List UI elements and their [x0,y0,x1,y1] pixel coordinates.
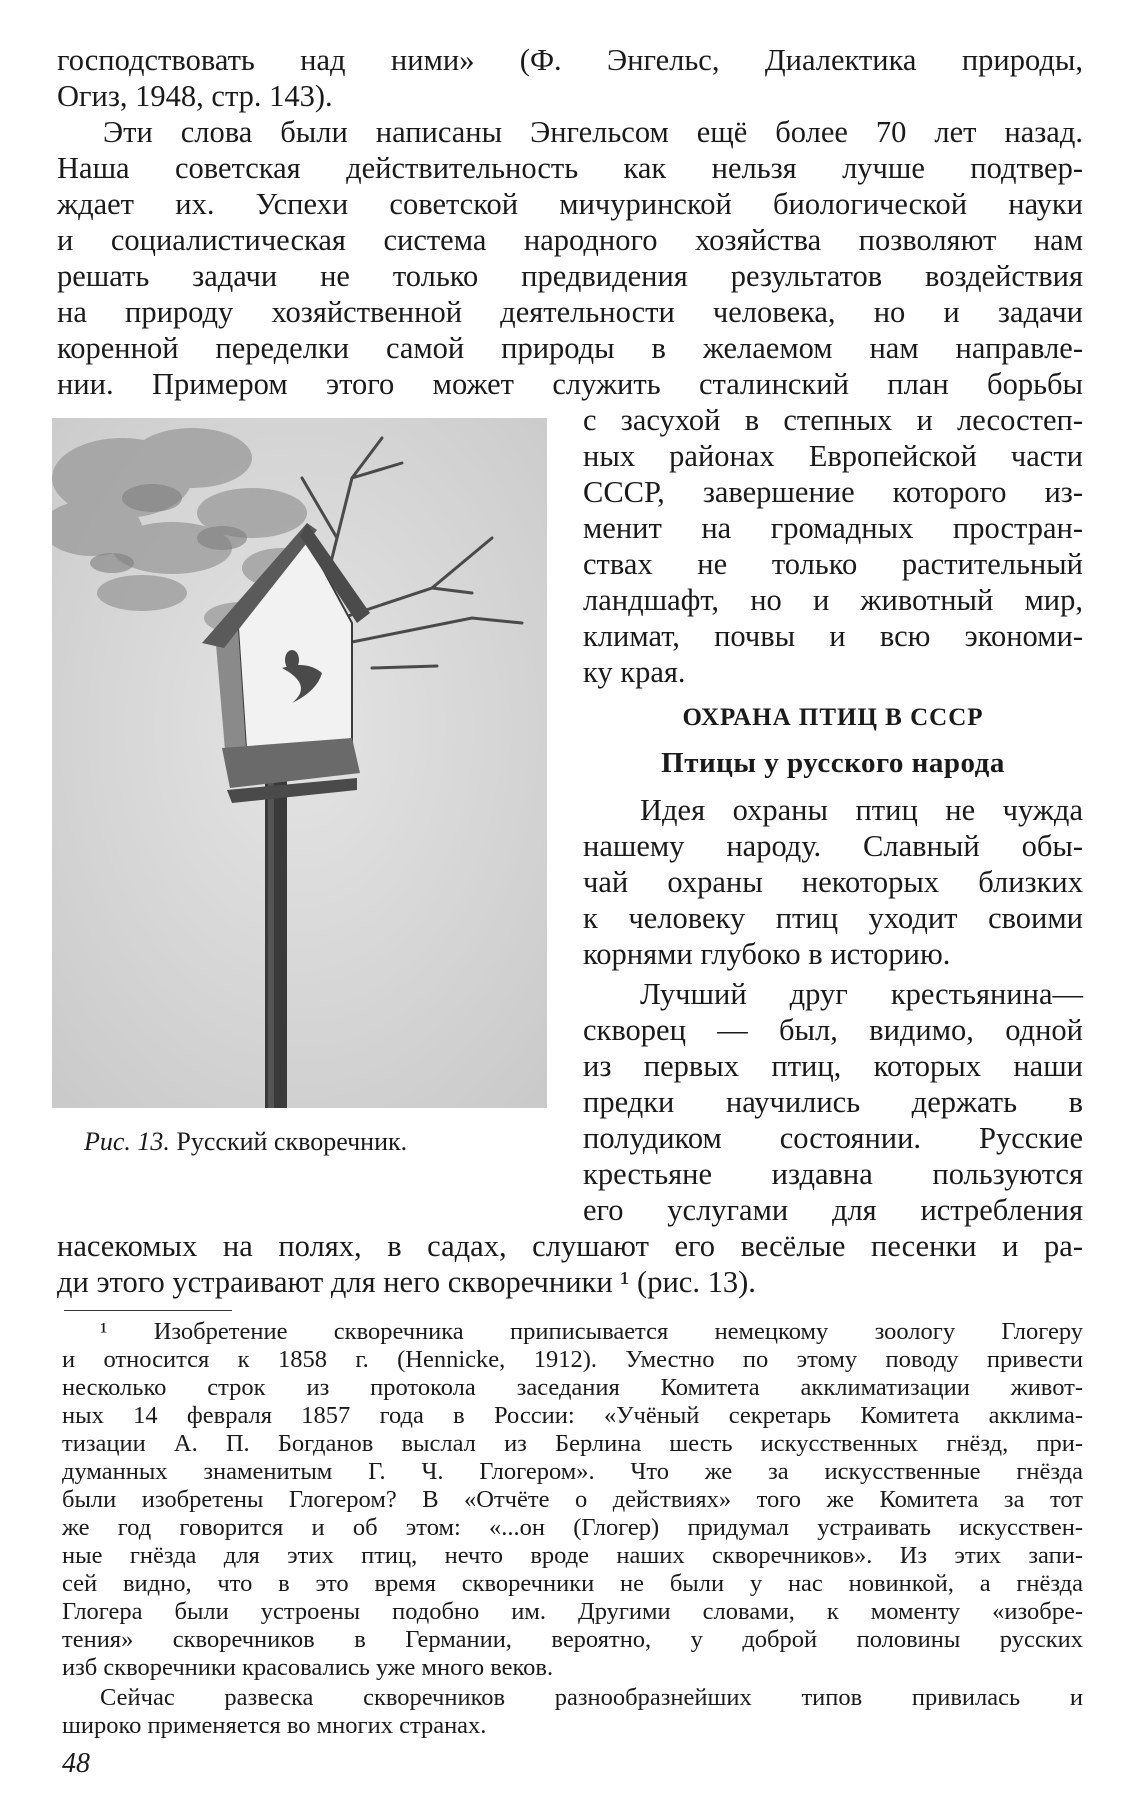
footnote-line: Глогера были устроены подобно им. Другими словами, к моменту «изобре- [62,1598,1083,1625]
page-number: 48 [62,1748,90,1779]
body-line: ди этого устраивают для него скворечники ¹ (рис. 13). [57,1265,756,1299]
body-line: его услугами для истребления [583,1193,1083,1227]
body-line: ку края. [583,655,686,689]
body-line: скворец — был, видимо, одной [583,1013,1083,1047]
footnote-line: были изобретены Глогером? В «Отчёте о действиях» того же Комитета за тот [62,1486,1083,1513]
body-line: климат, почвы и всю экономи- [583,619,1083,653]
footnote-line: широко применяется во многих странах. [62,1712,487,1739]
body-line: полудиком состоянии. Русские [583,1121,1083,1155]
body-line: насекомых на полях, в садах, слушают его весёлые песенки и ра- [57,1229,1083,1263]
footnote-line: изб скворечники красовались уже много веков. [62,1654,554,1681]
body-line: менит на громадных простран- [583,511,1083,545]
footnote-line: ные гнёзда для этих птиц, нечто вроде наших скворечников». Из этих запи- [62,1542,1083,1569]
subsection-heading: Птицы у русского народа [661,747,1005,779]
body-line: корнями глубоко в историю. [583,937,951,971]
body-line: к человеку птиц уходит своими [583,901,1083,935]
body-line: из первых птиц, которых наши [583,1049,1083,1083]
body-line: Огиз, 1948, стр. 143). [57,79,333,113]
body-line: Наша советская действительность как нельзя лучше подтвер- [57,151,1083,185]
figure-caption [84,1126,554,1158]
body-line: предки научились держать в [583,1085,1083,1119]
body-line: СССР, завершение которого из- [583,475,1083,509]
footnote-line: Сейчас развеска скворечников разнообразнейших типов привилась и [100,1684,1083,1711]
footnote-line: же год говорится и об этом: «...он (Глогер) придумал устраивать искусствен- [62,1514,1083,1541]
section-heading: ОХРАНА ПТИЦ В СССР [682,704,984,731]
body-line: Эти слова были написаны Энгельсом ещё более 70 лет назад. [103,115,1083,149]
body-line: и социалистическая система народного хозяйства позволяют нам [57,223,1083,257]
body-line: с засухой в степных и лесостеп- [583,403,1083,437]
birdhouse-image [52,418,547,1108]
footnote-line: ¹ Изобретение скворечника приписывается немецкому зоологу Глогеру [100,1318,1083,1345]
body-line: ждает их. Успехи советской мичуринской биологической науки [57,187,1083,221]
footnote-line: думанных знаменитым Г. Ч. Глогером». Что же за искусственные гнёзда [62,1458,1083,1485]
body-line: коренной переделки самой природы в желаемом нам направле- [57,331,1083,365]
footnote-rule [64,1310,232,1311]
footnote-line: и относится к 1858 г. (Hennicke, 1912). Уместно по этому поводу привести [62,1346,1083,1373]
body-line: господствовать над ними» (Ф. Энгельс, Диалектика природы, [57,43,1083,77]
footnote-line: тения» скворечников в Германии, вероятно, у доброй половины русских [62,1626,1083,1653]
birdhouse-figure [52,418,547,1108]
body-line: решать задачи не только предвидения результатов воздействия [57,259,1083,293]
body-line: на природу хозяйственной деятельности человека, но и задачи [57,295,1083,329]
body-line: нии. Примером этого может служить сталинский план борьбы [57,367,1083,401]
footnote-line: сей видно, что в это время скворечники не были у нас новинкой, а гнёзда [62,1570,1083,1597]
figure-caption-text: Русский скворечник. [176,1127,408,1156]
body-line: Лучший друг крестьянина— [640,977,1083,1011]
body-line: ствах не только растительный [583,547,1083,581]
footnote-line: тизации А. П. Богданов выслал из Берлина шесть искусственных гнёзд, при- [62,1430,1083,1457]
body-line: нашему народу. Славный обы- [583,829,1083,863]
body-line: ных районах Европейской части [583,439,1083,473]
figure-caption-label: Рис. 13. [84,1127,170,1156]
body-line: Идея охраны птиц не чужда [640,793,1083,827]
body-line: ландшафт, но и животный мир, [583,583,1083,617]
footnote-line: несколько строк из протокола заседания Комитета акклиматизации живот- [62,1374,1083,1401]
body-line: чай охраны некоторых близких [583,865,1083,899]
footnote-line: ных 14 февраля 1857 года в России: «Учёный секретарь Комитета акклима- [62,1402,1083,1429]
body-line: крестьяне издавна пользуются [583,1157,1083,1191]
